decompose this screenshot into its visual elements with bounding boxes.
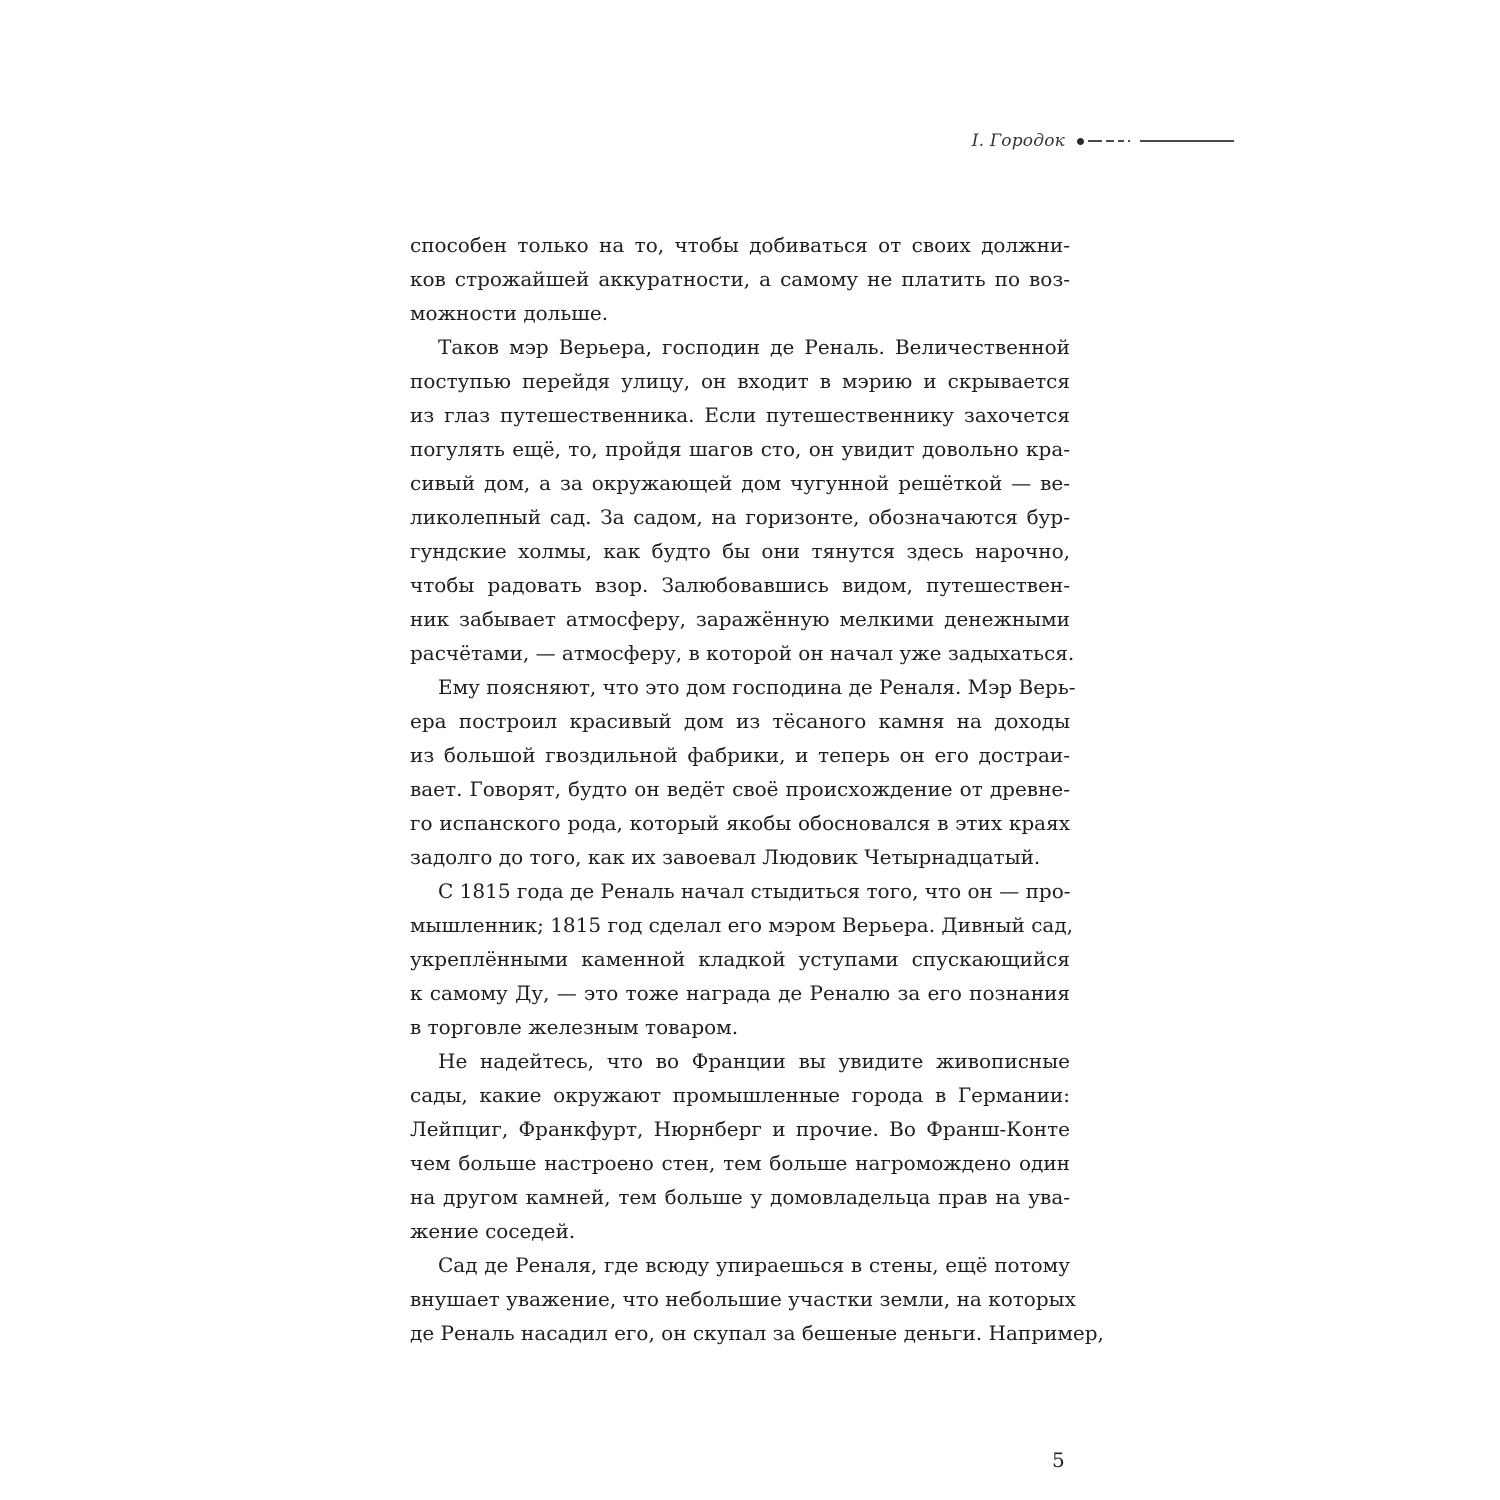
- text-line: можности дольше.: [410, 301, 609, 325]
- text-line: из большой гвоздильной фабрики, и теперь он его достраи-: [410, 743, 1070, 767]
- text-line: способен только на то, чтобы добиваться от своих должни-: [410, 233, 1070, 257]
- paragraph: [410, 330, 1075, 670]
- chapter-title: I. Городок: [971, 131, 1065, 151]
- text-line: сады, какие окружают промышленные города в Германии:: [410, 1083, 1070, 1107]
- text-line: С 1815 года де Реналь начал стыдиться того, что он — про-: [438, 879, 1071, 903]
- text-line: внушает уважение, что небольшие участки земли, на которых: [410, 1287, 1076, 1311]
- text-line: чем больше настроено стен, тем больше нагромождено один: [410, 1151, 1070, 1175]
- paragraph: [410, 670, 1076, 874]
- text-line: гундские холмы, как будто бы они тянутся здесь нарочно,: [410, 539, 1070, 563]
- text-line: к самому Ду, — это тоже награда де Реналю за его познания: [410, 981, 1070, 1005]
- ornament-dash: [1088, 140, 1102, 141]
- ornament-dot: [1077, 138, 1084, 145]
- paragraph: [410, 228, 1070, 330]
- text-line: Лейпциг, Франкфурт, Нюрнберг и прочие. Во Франш-Конте: [410, 1117, 1070, 1141]
- text-line: задолго до того, как их завоевал Людовик Четырнадцатый.: [410, 845, 1041, 869]
- ornament-line: [1140, 140, 1234, 141]
- text-line: на другом камней, тем больше у домовладельца прав на ува-: [410, 1185, 1070, 1209]
- page-number: 5: [1052, 1448, 1065, 1472]
- text-line: Таков мэр Верьера, господин де Реналь. Величественной: [438, 335, 1070, 359]
- text-line: в торговле железным товаром.: [410, 1015, 739, 1039]
- ornament-rule: [1077, 138, 1234, 145]
- text-line: чтобы радовать взор. Залюбовавшись видом, путешествен-: [410, 573, 1070, 597]
- ornament-dash: [1118, 140, 1124, 141]
- text-line: го испанского рода, который якобы обосновался в этих краях: [410, 811, 1070, 835]
- text-line: расчётами, — атмосферу, в которой он начал уже задыхаться.: [410, 641, 1075, 665]
- ornament-dash: [1106, 140, 1114, 141]
- text-line: Ему поясняют, что это дом господина де Реналя. Мэр Верь-: [438, 675, 1076, 699]
- text-line: Сад де Реналя, где всюду упираешься в стены, ещё потому: [438, 1253, 1070, 1277]
- text-line: погулять ещё, то, пройдя шагов сто, он увидит довольно кра-: [410, 437, 1070, 461]
- text-line: сивый дом, а за окружающей дом чугунной решёткой — ве-: [410, 471, 1070, 495]
- text-line: ликолепный сад. За садом, на горизонте, обозначаются бур-: [410, 505, 1070, 529]
- text-line: укреплёнными каменной кладкой уступами спускающийся: [410, 947, 1070, 971]
- text-line: поступью перейдя улицу, он входит в мэрию и скрывается: [410, 369, 1070, 393]
- paragraph: [410, 1044, 1070, 1248]
- paragraph: [410, 874, 1073, 1044]
- text-line: из глаз путешественника. Если путешественнику захочется: [410, 403, 1070, 427]
- ornament-dash: [1128, 140, 1130, 141]
- running-head: [972, 128, 1234, 154]
- body-text: [410, 228, 1104, 1350]
- paragraph: [410, 1248, 1104, 1350]
- text-line: ера построил красивый дом из тёсаного камня на доходы: [410, 709, 1070, 733]
- text-line: мышленник; 1815 год сделал его мэром Верьера. Дивный сад,: [410, 913, 1073, 937]
- text-line: ков строжайшей аккуратности, а самому не платить по воз-: [410, 267, 1070, 291]
- text-line: ник забывает атмосферу, заражённую мелкими денежными: [410, 607, 1070, 631]
- text-line: вает. Говорят, будто он ведёт своё происхождение от древне-: [410, 777, 1070, 801]
- text-line: жение соседей.: [410, 1219, 576, 1243]
- text-line: де Реналь насадил его, он скупал за бешеные деньги. Например,: [410, 1321, 1104, 1345]
- text-line: Не надейтесь, что во Франции вы увидите живописные: [438, 1049, 1070, 1073]
